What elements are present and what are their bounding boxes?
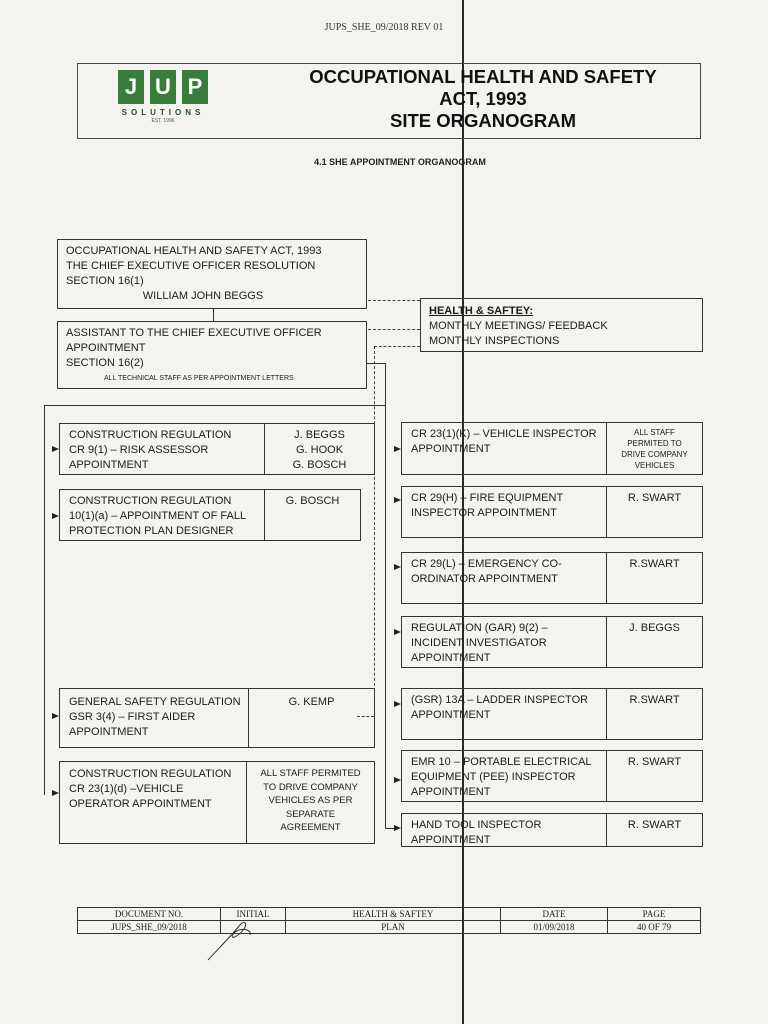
appointee: R. SWART [627, 819, 682, 831]
health-line: MONTHLY MEETINGS/ FEEDBACK [429, 320, 608, 332]
dashed-connector [374, 346, 375, 716]
appointee: ALL STAFF [634, 428, 675, 437]
arrow-icon [52, 713, 59, 719]
arrow-icon [394, 497, 401, 503]
title-line: OCCUPATIONAL HEALTH AND SAFETY [309, 66, 657, 87]
arrow-icon [52, 790, 59, 796]
ceo-line: SECTION 16(1) [66, 275, 144, 287]
tree-line [385, 363, 386, 828]
box-line: HAND TOOL INSPECTOR [411, 819, 542, 831]
box-line: OPERATOR APPOINTMENT [69, 798, 212, 810]
box-line: CR 9(1) – RISK ASSESSOR [69, 444, 209, 456]
appointee: VEHICLES [634, 461, 675, 470]
ceo-connector [213, 309, 214, 321]
table-row [78, 908, 701, 921]
box-line: CONSTRUCTION REGULATION [69, 495, 232, 507]
box-line: CR 29(L) – EMERGENCY CO- [411, 558, 562, 570]
box-line: APPOINTMENT [69, 726, 149, 738]
box-line: INSPECTOR APPOINTMENT [411, 507, 557, 519]
box-line: REGULATION (GAR) 9(2) – [411, 622, 548, 634]
table-header: PAGE [608, 908, 701, 921]
left-box-risk-assessor [59, 423, 375, 475]
box-line: 10(1)(a) – APPOINTMENT OF FALL [69, 510, 247, 522]
box-line: CR 29(H) – FIRE EQUIPMENT [411, 492, 564, 504]
ceo-line: THE CHIEF EXECUTIVE OFFICER RESOLUTION [66, 260, 316, 272]
appointee: VEHICLES AS PER [268, 795, 353, 806]
table-header: HEALTH & SAFTEY [286, 908, 501, 921]
appointee: R. SWART [627, 492, 682, 504]
box-line: EQUIPMENT (PEE) INSPECTOR [411, 771, 576, 783]
box-line: APPOINTMENT [411, 786, 491, 798]
box-line: APPOINTMENT [411, 709, 491, 721]
assistant-line: SECTION 16(2) [66, 357, 144, 369]
arrow-icon [394, 825, 401, 831]
box-line: EMR 10 – PORTABLE ELECTRICAL [411, 756, 592, 768]
table-cell: PLAN [286, 921, 501, 934]
table-header: DATE [501, 908, 608, 921]
table-header: DOCUMENT NO. [78, 908, 221, 921]
left-box-vehicle-operator [59, 761, 375, 844]
appointee: DRIVE COMPANY [621, 450, 688, 459]
table-row [78, 921, 701, 934]
box-line: GENERAL SAFETY REGULATION [69, 696, 241, 708]
assistant-box [57, 321, 367, 389]
dashed-connector [368, 300, 420, 301]
box-line: CR 23(1)(d) –VEHICLE [69, 783, 184, 795]
logo-letter-p: P [182, 70, 208, 104]
arrow-icon [394, 446, 401, 452]
box-line: APPOINTMENT [411, 443, 491, 455]
appointee: J. BEGGS [294, 429, 345, 441]
box-line: PROTECTION PLAN DESIGNER [69, 525, 234, 537]
right-box-fire-equipment [401, 486, 703, 538]
table-cell: 40 OF 79 [608, 921, 701, 934]
document-reference: JUPS_SHE_09/2018 REV 01 [324, 22, 444, 33]
company-logo [88, 70, 238, 132]
box-line: CONSTRUCTION REGULATION [69, 429, 232, 441]
appointee: R.SWART [629, 694, 680, 706]
right-box-emergency-coordinator [401, 552, 703, 604]
box-line: INCIDENT INVESTIGATOR [411, 637, 547, 649]
box-line: APPOINTMENT [411, 652, 491, 664]
appointee: R.SWART [629, 558, 680, 570]
box-line: (GSR) 13A – LADDER INSPECTOR [411, 694, 589, 706]
arrow-icon [394, 564, 401, 570]
right-box-portable-electrical [401, 750, 703, 802]
title-line: SITE ORGANOGRAM [389, 110, 577, 131]
right-box-hand-tool [401, 813, 703, 847]
left-box-first-aider [59, 688, 375, 748]
title-line: ACT, 1993 [439, 88, 527, 109]
arrow-icon [394, 701, 401, 707]
logo-established: EST. 1996 [151, 118, 175, 124]
assistant-line: ASSISTANT TO THE CHIEF EXECUTIVE OFFICER [66, 327, 322, 339]
appointee: G. BOSCH [292, 459, 347, 471]
page-title [268, 66, 698, 132]
health-safety-box [420, 298, 703, 352]
appointee: G. KEMP [288, 696, 335, 708]
arrow-icon [394, 777, 401, 783]
box-line: ORDINATOR APPOINTMENT [411, 573, 558, 585]
table-cell: 01/09/2018 [501, 921, 608, 934]
appointee: G. HOOK [295, 444, 344, 456]
table-cell: JUPS_SHE_09/2018 [78, 921, 221, 934]
arrow-icon [52, 513, 59, 519]
appointee: G. BOSCH [285, 495, 340, 507]
health-line: MONTHLY INSPECTIONS [429, 335, 560, 347]
right-box-ladder-inspector [401, 688, 703, 740]
assistant-note: ALL TECHNICAL STAFF AS PER APPOINTMENT LETTERS [104, 375, 294, 382]
logo-subtitle: SOLUTIONS [121, 108, 205, 117]
tree-line [367, 363, 385, 364]
appointee: SEPARATE [285, 808, 336, 820]
tree-line [44, 405, 45, 795]
appointee: PERMITED TO [627, 439, 682, 448]
appointee: ALL STAFF PERMITED [260, 768, 361, 779]
appointee: AGREEMENT [280, 822, 341, 833]
box-line: APPOINTMENT [411, 834, 491, 846]
ceo-box [57, 239, 367, 309]
dashed-connector [368, 329, 420, 330]
box-line: GSR 3(4) – FIRST AIDER [69, 711, 196, 723]
health-heading: HEALTH & SAFTEY: [429, 305, 534, 317]
right-box-vehicle-inspector [401, 422, 703, 475]
section-subtitle: 4.1 SHE APPOINTMENT ORGANOGRAM [314, 157, 486, 167]
appointee: TO DRIVE COMPANY [263, 781, 358, 793]
tree-line [44, 405, 385, 406]
box-line: CONSTRUCTION REGULATION [69, 768, 232, 780]
table-header: INITIAL [221, 908, 286, 921]
document-control-table [77, 907, 701, 934]
right-box-incident-investigator [401, 616, 703, 668]
dashed-connector [374, 346, 420, 347]
left-box-fall-protection [59, 489, 361, 541]
assistant-line: APPOINTMENT [66, 342, 146, 354]
ceo-name: WILLIAM JOHN BEGGS [142, 290, 264, 302]
signature-mark [200, 915, 260, 965]
logo-letter-u: U [150, 70, 176, 104]
appointee: R. SWART [627, 756, 682, 768]
appointee: J. BEGGS [629, 622, 680, 634]
dashed-connector [357, 716, 374, 717]
box-line: CR 23(1)(K) – VEHICLE INSPECTOR [411, 428, 597, 440]
arrow-icon [52, 446, 59, 452]
ceo-line: OCCUPATIONAL HEALTH AND SAFETY ACT, 1993 [66, 245, 322, 257]
arrow-icon [394, 629, 401, 635]
box-line: APPOINTMENT [69, 459, 149, 471]
logo-letter-j: J [118, 70, 144, 104]
